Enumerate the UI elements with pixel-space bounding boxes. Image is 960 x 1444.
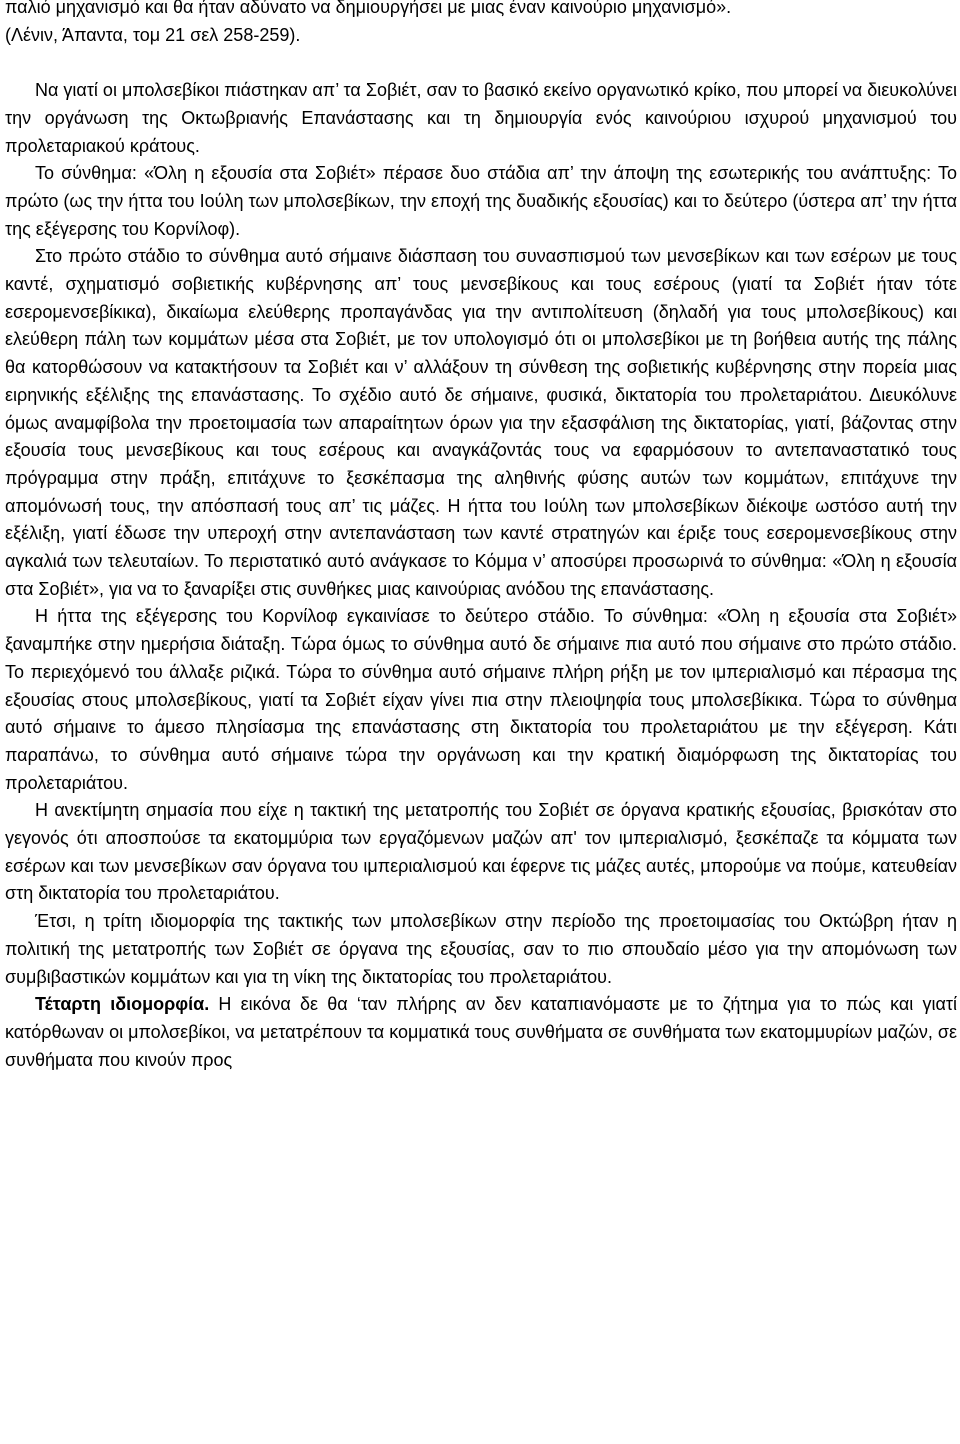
paragraph-continuation-line: παλιό μηχανισμό και θα ήταν αδύνατο να δημιουργήσει με μιας έναν καινούριο μηχανισμό». [5,0,732,17]
paragraph: Έτσι, η τρίτη ιδιομορφία της τακτικής των μπολσεβίκων στην περίοδο της προετοιμασίας του Οκτώβρη ήταν η πολιτική της μετατροπής των Σοβιέτ σε όργανα της εξουσίας, σαν το πιο σπουδαίο μέσο για την απομόνωση των συμβιβαστικών κομμάτων και για τη νίκη της δικτατορίας του προλεταριάτου. [5,911,957,987]
paragraph: Στο πρώτο στάδιο το σύνθημα αυτό σήμαινε διάσπαση του συνασπισμού των μενσεβίκων και των εσέρων με τους καντέ, σχηματισμό σοβιετικής κυβέρνησης απ’ τους μενσεβίκους και τους εσέρους (γιατί τα Σοβιέτ ήταν τότε εσερομενσεβίκικα), δικαίωμα ελεύθερης προπαγάνδας για την αντιπολίτευση (δηλαδή για τους μπολσεβίκους) και ελεύθερη πάλη των κομμάτων μέσα στα Σοβιέτ, με τον υπολογισμό ότι οι μπολσεβίκοι με τη βοήθεια αυτής της πάλης θα κατορθώσουν να κατακτήσουν τα Σοβιέτ και ν’ αλλάξουν τη σύνθεση της σοβιετικής κυβέρνησης στην πορεία μιας ειρηνικής εξέλιξης της επανάστασης. Το σχέδιο αυτό δε σήμαινε, φυσικά, δικτατορία του προλεταριάτου. Διευκόλυνε όμως αναμφίβολα την προετοιμασία των απαραίτητων όρων για την εξασφάλιση της δικτατορίας, γιατί, βάζοντας στην εξουσία τους μενσεβίκους και τους εσέρους και αναγκάζοντάς τους να εφαρμόσουν το αντεπαναστατικό τους πρόγραμμα στην πράξη, επιτάχυνε το ξεσκέπασμα της αληθινής φύσης αυτών των κομμάτων, επιτάχυνε την απομόνωσή τους, την απόσπασή τους απ’ τις μάζες. Η ήττα του Ιούλη των μπολσεβίκων διέκοψε ωστόσο αυτή την εξέλιξη, γιατί έδωσε την υπεροχή στην αντεπανάσταση των καντέ στρατηγών και έριξε τους εσερομενσεβίκους στην αγκαλιά των τελευταίων. Το περιστατικό αυτό ανάγκασε το Κόμμα ν’ αποσύρει προσωρινά το σύνθημα: «Όλη η εξουσία στα Σοβιέτ», για να το ξαναρίξει στις συνθήκες μιας καινούριας ανόδου της επανάστασης. [5,246,957,599]
paragraph-continuation [5,0,957,49]
paragraph-spacer [5,49,957,77]
paragraph-text: Η εικόνα δε θα ‘ταν πλήρης αν δεν καταπιανόμαστε με το ζήτημα για το πώς και γιατί κατόρθωναν οι μπολσεβίκοι, να μετατρέπουν τα κομματικά τους συνθήματα σε συνθήματα των εκατομμυρίων μαζών, σε συνθήματα που κινούν προς [5,994,958,1070]
paragraph: Η ανεκτίμητη σημασία που είχε η τακτική της μετατροπής του Σοβιέτ σε όργανα κρατικής εξουσίας, βρισκόταν στο γεγονός ότι αποσπούσε τα εκατομμύρια των εργαζόμενων μαζών απ' τον ιμπεριαλισμό, ξεσκέπαζε τα κόμματα των εσέρων και των μενσεβίκων σαν όργανα του ιμπεριαλισμού και έφερνε τις μάζες αυτές, μπορούμε να πούμε, κατευθείαν στη δικτατορία του προλεταριάτου. [5,800,957,904]
paragraph [5,991,957,1074]
paragraph: Να γιατί οι μπολσεβίκοι πιάστηκαν απ’ τα Σοβιέτ, σαν το βασικό εκείνο οργανωτικό κρίκο, που μπορεί να διευκολύνει την οργάνωση της Οκτωβριανής Επανάστασης και τη δημιουργία ενός καινούριου ισχυρού μηχανισμού του προλεταριακού κράτους. [5,80,957,156]
paragraph: Το σύνθημα: «Όλη η εξουσία στα Σοβιέτ» πέρασε δυο στάδια απ’ την άποψη της εσωτερικής του ανάπτυξης: Το πρώτο (ως την ήττα του Ιούλη των μπολσεβίκων, την εποχή της δυαδικής εξουσίας) και το δεύτερο (ύστερα απ’ την ήττα της εξέγερσης του Κορνίλοφ). [5,163,957,239]
citation: (Λένιν, Άπαντα, τομ 21 σελ 258-259). [5,24,301,45]
document-page [5,0,957,1074]
section-heading: Τέταρτη ιδιομορφία. [35,994,210,1015]
paragraph: Η ήττα της εξέγερσης του Κορνίλοφ εγκαινίασε το δεύτερο στάδιο. Το σύνθημα: «Όλη η εξουσία στα Σοβιέτ» ξαναμπήκε στην ημερήσια διάταξη. Τώρα όμως το σύνθημα αυτό δε σήμαινε πια αυτό που σήμαινε στο πρώτο στάδιο. Το περιεχόμενό του άλλαξε ριζικά. Τώρα το σύνθημα αυτό σήμαινε πλήρη ρήξη με τον ιμπεριαλισμό και πέρασμα της εξουσίας στους μπολσεβίκους, γιατί τα Σοβιέτ είχαν γίνει πια στην πλειοψηφία τους μπολσεβίκικα. Τώρα το σύνθημα αυτό σήμαινε το άμεσο πλησίασμα της επανάστασης στη δικτατορία του προλεταριάτου με την εξέγερση. Κάτι παραπάνω, το σύνθημα αυτό σήμαινε τώρα την οργάνωση και την κρατική διαμόρφωση της δικτατορίας του προλεταριάτου. [5,606,957,793]
